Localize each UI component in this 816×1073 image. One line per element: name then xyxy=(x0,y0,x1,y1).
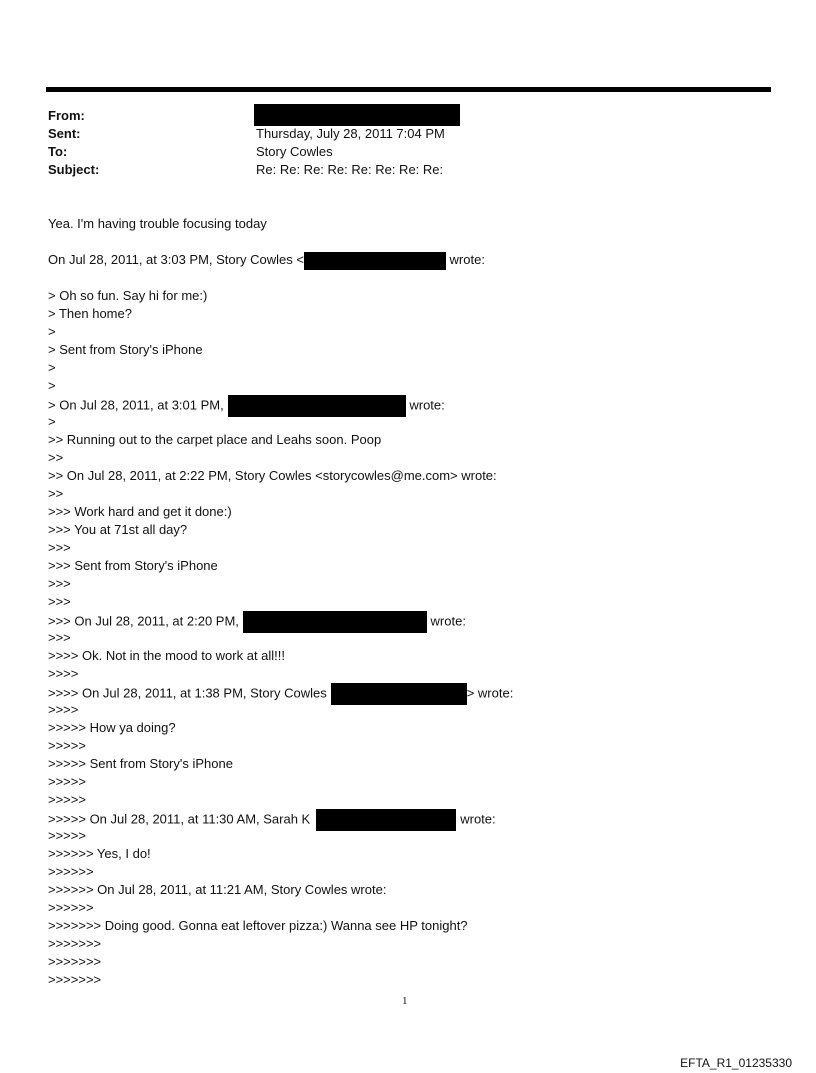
body-line: >>> xyxy=(48,576,71,591)
body-line: >>>>>>> xyxy=(48,972,102,987)
body-line: >>> Work hard and get it done:) xyxy=(48,504,232,519)
body-line: >>> xyxy=(48,594,71,609)
sent-value: Thursday, July 28, 2011 7:04 PM xyxy=(256,126,445,141)
redaction-from xyxy=(254,104,460,126)
redaction-name xyxy=(316,809,456,831)
body-line: >>> xyxy=(48,630,71,645)
body-line: >>>>>>> Doing good. Gonna eat leftover pizza:) Wanna see HP tonight? xyxy=(48,918,468,933)
body-line: > Oh so fun. Say hi for me:) xyxy=(48,288,208,303)
redaction-email xyxy=(331,683,467,705)
body-line: >>>>>> Yes, I do! xyxy=(48,846,151,861)
body-line: >>>>> xyxy=(48,774,86,789)
body-line: >>>>>> xyxy=(48,864,94,879)
body-line: >>>>> xyxy=(48,828,86,843)
body-line: >>>>>> xyxy=(48,900,94,915)
body-line: >>>>> On Jul 28, 2011, at 11:30 AM, Sarah K wrote: xyxy=(48,809,496,827)
body-line: Yea. I'm having trouble focusing today xyxy=(48,216,267,231)
subject-label: Subject: xyxy=(48,162,100,177)
body-line: > xyxy=(48,414,56,429)
redaction-email xyxy=(304,252,446,270)
body-line: >>>>>> On Jul 28, 2011, at 11:21 AM, Story Cowles wrote: xyxy=(48,882,387,897)
body-line: >> Running out to the carpet place and Leahs soon. Poop xyxy=(48,432,382,447)
to-label: To: xyxy=(48,144,68,159)
document-id: EFTA_R1_01235330 xyxy=(680,1056,792,1070)
body-line: > xyxy=(48,324,56,339)
body-line: >>> xyxy=(48,540,71,555)
page-number: 1 xyxy=(402,995,408,1007)
subject-value: Re: Re: Re: Re: Re: Re: Re: Re: xyxy=(256,162,444,177)
body-line: > On Jul 28, 2011, at 3:01 PM, wrote: xyxy=(48,395,445,413)
redaction-sender xyxy=(228,395,406,417)
body-line: >>>>>>> xyxy=(48,954,102,969)
body-line: >>>>> xyxy=(48,738,86,753)
body-line: >>> On Jul 28, 2011, at 2:20 PM, wrote: xyxy=(48,611,466,629)
from-label: From: xyxy=(48,108,85,123)
to-value: Story Cowles xyxy=(256,144,333,159)
body-line: >>>> xyxy=(48,666,79,681)
body-line: > xyxy=(48,378,56,393)
body-line: > Then home? xyxy=(48,306,132,321)
body-line: >> xyxy=(48,486,64,501)
body-line: >>>>> xyxy=(48,792,86,807)
body-line: >>> You at 71st all day? xyxy=(48,522,188,537)
body-line: >>>>>>> xyxy=(48,936,102,951)
body-line: >>>> Ok. Not in the mood to work at all!!! xyxy=(48,648,286,663)
body-line: >>>> xyxy=(48,702,79,717)
body-line: >>>> On Jul 28, 2011, at 1:38 PM, Story Cowles > wrote: xyxy=(48,683,513,701)
sent-label: Sent: xyxy=(48,126,81,141)
header-rule xyxy=(46,87,771,92)
body-line: >>>>> Sent from Story's iPhone xyxy=(48,756,233,771)
body-line: > xyxy=(48,360,56,375)
body-line: On Jul 28, 2011, at 3:03 PM, Story Cowles < wrote: xyxy=(48,251,485,269)
redaction-sender xyxy=(243,611,427,633)
body-line: >>>>> How ya doing? xyxy=(48,720,176,735)
body-line: > Sent from Story's iPhone xyxy=(48,342,203,357)
body-line: >> xyxy=(48,450,64,465)
body-line: >> On Jul 28, 2011, at 2:22 PM, Story Cowles <storycowles@me.com> wrote: xyxy=(48,468,497,483)
body-line: >>> Sent from Story's iPhone xyxy=(48,558,218,573)
